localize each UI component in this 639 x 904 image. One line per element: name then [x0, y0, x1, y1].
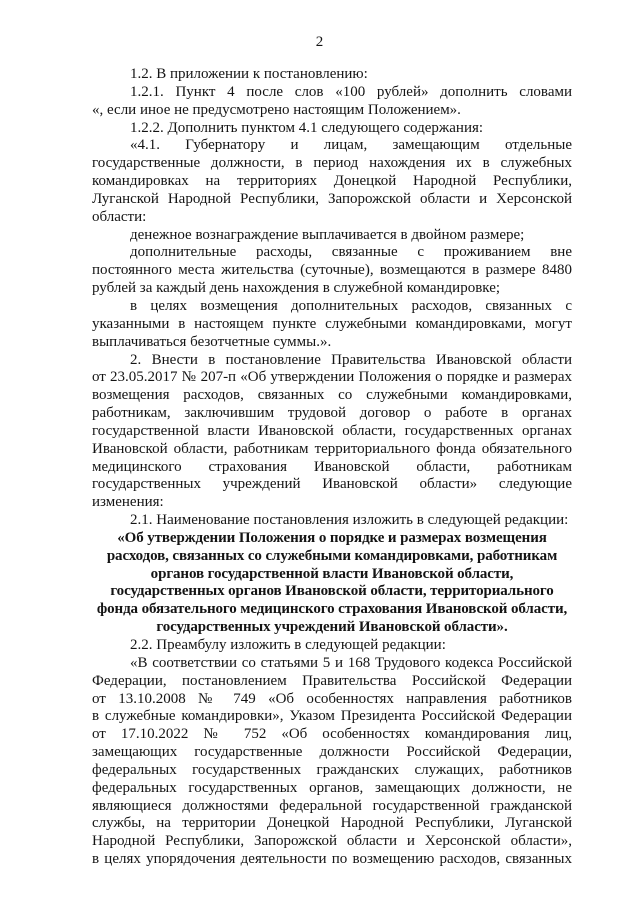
text-line: Федерации, постановлением Правительства Российской Федерации — [92, 672, 572, 689]
paragraph — [92, 637, 572, 655]
preamble-section — [92, 637, 572, 869]
text-line: федеральных государственных органов, замещающих должности, не — [92, 779, 572, 796]
text-line: Ивановской области, работникам территориального фонда обязательного — [92, 440, 572, 457]
text-line: 1.2.1. Пункт 4 после слов «100 рублей» дополнить словами — [130, 83, 572, 100]
text-line: указанными в настоящем пункте служебными командировками, могут — [92, 315, 572, 332]
text-line: постоянного места жительства (суточные), возмещаются в размере 8480 — [92, 262, 572, 279]
text-line: области: — [92, 208, 147, 225]
text-line: изменения: — [92, 494, 164, 511]
text-line: 2. Внести в постановление Правительства Ивановской области — [130, 351, 572, 368]
text-line: 2.1. Наименование постановления изложить в следующей редакции: — [130, 512, 569, 529]
text-line: государственных учреждений Ивановской области» следующие — [92, 476, 572, 493]
page-number: 2 — [315, 34, 324, 50]
text-line: от 17.10.2022 № 752 «Об особенностях командирования лиц, — [92, 726, 572, 743]
text-line: службы, на территории Донецкой Народной Республики, Луганской — [92, 815, 572, 832]
title-line: расходов, связанных со служебными командировками, работникам — [106, 547, 558, 564]
text-line: рублей за каждый день нахождения в служебной командировке; — [92, 280, 501, 297]
paragraph — [92, 227, 572, 245]
text-line: работникам, заключившим трудовой договор о работе в органах — [92, 405, 572, 422]
paragraph — [92, 84, 572, 120]
text-line: «, если иное не предусмотрено настоящим Положением». — [92, 101, 461, 118]
amendments-section — [92, 66, 572, 530]
text-line: 1.2. В приложении к постановлению: — [130, 66, 368, 82]
text-line: возмещения расходов, связанных со служебными командировками, — [92, 387, 572, 404]
text-line: в целях упорядочения деятельности по возмещению расходов, связанных — [92, 851, 572, 868]
title-line: фонда обязательного медицинского страхования Ивановской области, — [96, 601, 568, 618]
text-line: федеральных государственных гражданских служащих, работников — [92, 761, 572, 778]
text-line: «В соответствии со статьями 5 и 168 Трудового кодекса Российской — [130, 654, 572, 671]
new-resolution-title — [92, 530, 572, 637]
text-line: выплачиваться безотчетные суммы.». — [92, 333, 332, 350]
paragraph — [92, 244, 572, 298]
paragraph — [92, 352, 572, 513]
text-line: в целях возмещения дополнительных расходов, связанных с — [130, 297, 572, 314]
text-line: 1.2.2. Дополнить пунктом 4.1 следующего содержания: — [130, 119, 484, 136]
text-line: государственной власти Ивановской области, государственных органах — [92, 422, 572, 439]
title-line: государственных органов Ивановской области, территориального — [110, 583, 554, 600]
paragraph — [92, 655, 572, 869]
paragraph — [92, 298, 572, 352]
text-line: дополнительные расходы, связанные с проживанием вне — [130, 244, 572, 261]
paragraph — [92, 137, 572, 226]
text-line: 2.2. Преамбулу изложить в следующей редакции: — [130, 637, 446, 653]
text-line: от 13.10.2008 № 749 «Об особенностях направления работников — [92, 690, 572, 707]
text-line: государственные должности, в период нахождения их в служебных — [92, 155, 572, 172]
title-line: органов государственной власти Ивановской области, — [150, 565, 514, 582]
paragraph — [92, 66, 572, 84]
document-body — [92, 66, 572, 869]
text-line: замещающих государственные должности Российской Федерации, — [92, 744, 572, 761]
text-line: Луганской Народной Республики, Запорожской области и Херсонской — [92, 190, 572, 207]
text-line: от 23.05.2017 № 207-п «Об утверждении Положения о порядке и размерах — [92, 369, 572, 386]
paragraph — [92, 512, 572, 530]
text-line: «4.1. Губернатору и лицам, замещающим отдельные — [130, 137, 572, 154]
text-line: в служебные командировки», Указом Президента Российской Федерации — [92, 708, 572, 725]
text-line: являющиеся должностями федеральной государственной гражданской — [92, 797, 572, 814]
text-line: командировках на территориях Донецкой Народной Республики, — [92, 173, 572, 190]
text-line: Народной Республики, Запорожской области и Херсонской области», — [92, 833, 572, 850]
text-line: медицинского страхования Ивановской области, работникам — [92, 458, 572, 475]
title-line: «Об утверждении Положения о порядке и размерах возмещения — [117, 529, 547, 546]
paragraph — [92, 120, 572, 138]
text-line: денежное вознаграждение выплачивается в двойном размере; — [130, 226, 525, 243]
title-line: государственных учреждений Ивановской области». — [156, 619, 508, 636]
